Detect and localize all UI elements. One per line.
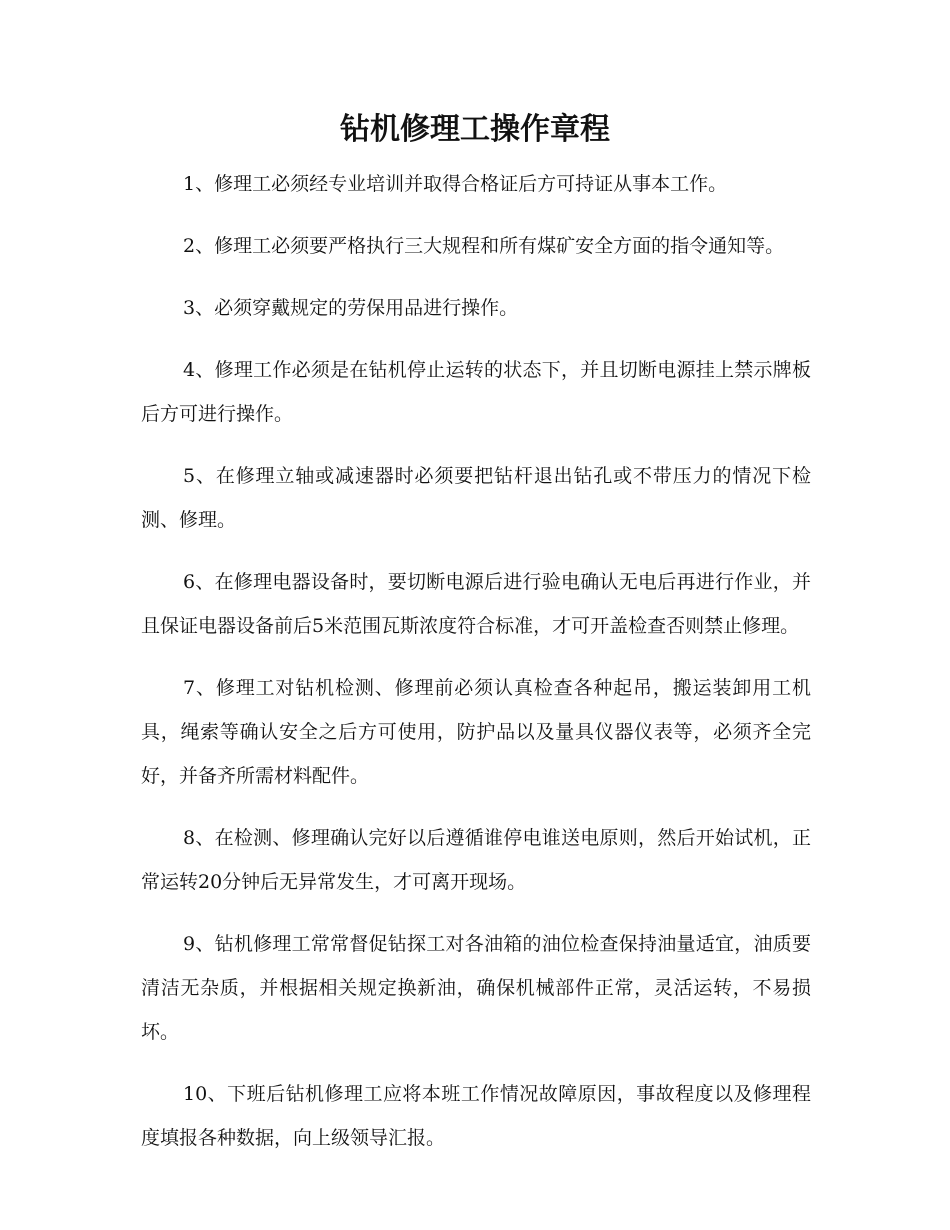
rule-paragraph-3: 3、必须穿戴规定的劳保用品进行操作。: [183, 297, 519, 319]
rule-paragraph-6: 6、在修理电器设备时，要切断电源后进行验电确认无电后再进行作业，并且保证电器设备前后5米范围瓦斯浓度符合标准，才可开盖检查否则禁止修理。: [141, 571, 811, 637]
rule-paragraph-8: 8、在检测、修理确认完好以后遵循谁停电谁送电原则，然后开始试机，正常运转20分钟后无异常发生，才可离开现场。: [141, 827, 811, 893]
rule-paragraph-5: 5、在修理立轴或减速器时必须要把钻杆退出钻孔或不带压力的情况下检测、修理。: [141, 465, 811, 531]
rule-paragraph-2: 2、修理工必须要严格执行三大规程和所有煤矿安全方面的指令通知等。: [183, 235, 785, 257]
rule-paragraph-9: 9、钻机修理工常常督促钻探工对各油箱的油位检查保持油量适宜，油质要清洁无杂质，并根据相关规定换新油，确保机械部件正常，灵活运转，不易损坏。: [141, 933, 811, 1043]
document-title: 钻机修理工操作章程: [340, 112, 610, 147]
rule-paragraph-4: 4、修理工作必须是在钻机停止运转的状态下，并且切断电源挂上禁示牌板后方可进行操作。: [141, 359, 811, 425]
document-body: [141, 162, 811, 1178]
rule-paragraph-1: 1、修理工必须经专业培训并取得合格证后方可持证从事本工作。: [183, 173, 728, 195]
rule-paragraph-7: 7、修理工对钻机检测、修理前必须认真检查各种起吊，搬运装卸用工机具，绳索等确认安全之后方可使用，防护品以及量具仪器仪表等，必须齐全完好，并备齐所需材料配件。: [141, 677, 811, 787]
rule-paragraph-10: 10、下班后钻机修理工应将本班工作情况故障原因，事故程度以及修理程度填报各种数据，向上级领导汇报。: [141, 1083, 811, 1149]
